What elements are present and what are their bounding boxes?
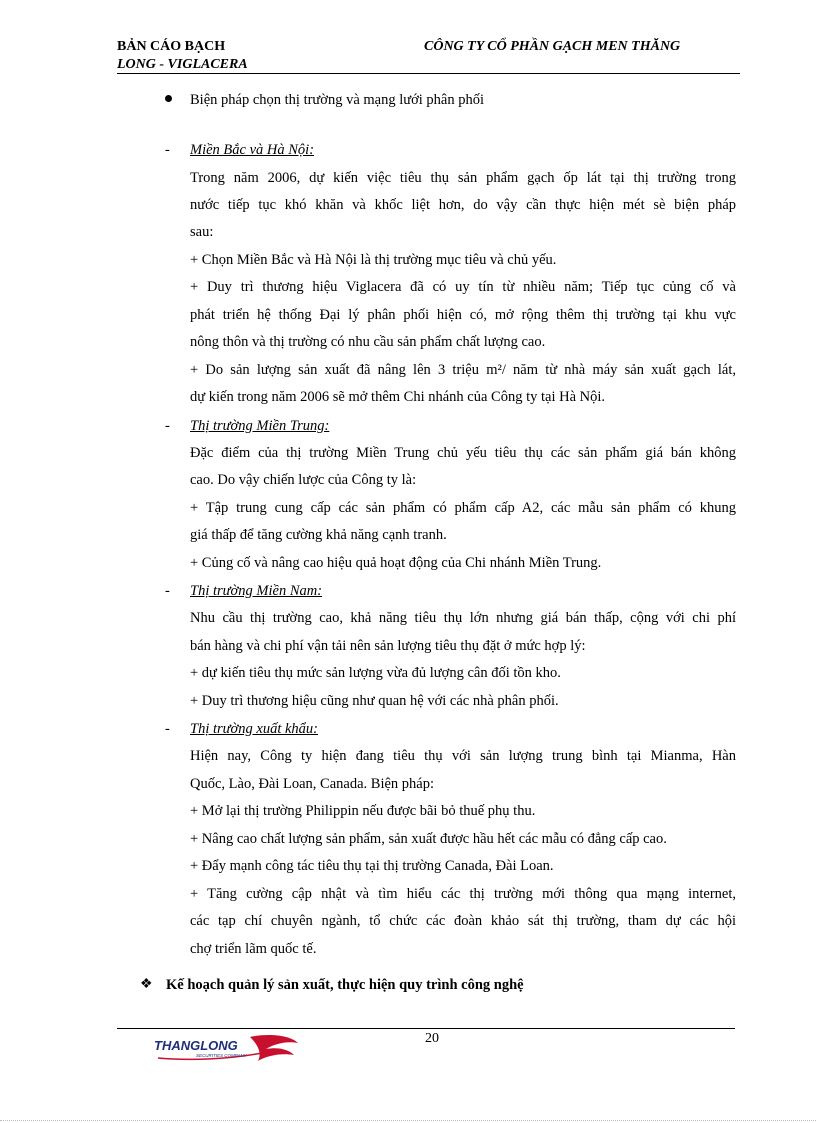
header-left-line1: BẢN CÁO BẠCH	[117, 39, 226, 54]
final-heading: Kế hoạch quản lý sản xuất, thực hiện quy trình công nghệ	[166, 977, 524, 993]
central-line: + Củng cố và nâng cao hiệu quả hoạt động của Chi nhánh Miền Trung.	[190, 555, 602, 571]
north-line: sau:	[190, 224, 214, 240]
export-line: Quốc, Lào, Đài Loan, Canada. Biện pháp:	[190, 776, 435, 792]
north-line: phát triển hệ thống Đại lý phân phối hiện có, mở rộng thêm thị trường tại khu vực	[190, 307, 736, 323]
header-right: CÔNG TY CỔ PHẦN GẠCH MEN THĂNG	[424, 39, 681, 54]
export-line: + Nâng cao chất lượng sản phẩm, sản xuất được hầu hết các mẫu có đẳng cấp cao.	[190, 831, 667, 847]
heading-central: Thị trường Miền Trung:	[190, 418, 330, 434]
export-line: các tạp chí chuyên ngành, tổ chức các đoàn khảo sát thị trường, tham dự các hội	[190, 913, 736, 929]
north-line: + Chọn Miền Bắc và Hà Nội là thị trường mục tiêu và chủ yếu.	[190, 252, 557, 268]
heading-north: Miền Bắc và Hà Nội:	[190, 142, 315, 158]
north-line: + Do sản lượng sản xuất đã nâng lên 3 triệu m²/ năm từ nhà máy sản xuất gạch lát,	[190, 362, 736, 378]
dash-export: -	[165, 721, 170, 737]
thanglong-logo	[150, 1033, 300, 1065]
diamond-bullet-icon: ❖	[140, 977, 153, 992]
export-line: + Tăng cường cập nhật và tìm hiểu các thị trường mới thông qua mạng internet,	[190, 886, 736, 902]
north-line: nông thôn và thị trường có nhu cầu sản phẩm chất lượng cao.	[190, 334, 546, 350]
bullet-icon	[165, 95, 172, 102]
south-line: bán hàng và chi phí vận tải nên sản lượng tiêu thụ đặt ở mức hợp lý:	[190, 638, 586, 654]
heading-export: Thị trường xuất khẩu:	[190, 721, 319, 737]
north-line: dự kiến trong năm 2006 sẽ mở thêm Chi nhánh của Công ty tại Hà Nội.	[190, 389, 606, 405]
logo-text: THANGLONG	[154, 1038, 238, 1053]
export-line: Hiện nay, Công ty hiện đang tiêu thụ với sản lượng trung bình tại Mianma, Hàn	[190, 748, 736, 764]
export-line: + Mở lại thị trường Philippin nếu được bãi bỏ thuế phụ thu.	[190, 803, 536, 819]
south-line: Nhu cầu thị trường cao, khả năng tiêu thụ lớn nhưng giá bán thấp, cộng với chi phí	[190, 610, 736, 626]
header-left	[117, 38, 248, 74]
header-divider	[117, 73, 740, 74]
north-line: nước tiếp tục khó khăn và khốc liệt hơn, do vậy cần thực hiện mét sè biện pháp	[190, 197, 736, 213]
bullet-title: Biện pháp chọn thị trường và mạng lưới phân phối	[190, 92, 485, 108]
dash-south: -	[165, 583, 170, 599]
central-line: Đặc điểm của thị trường Miền Trung chủ yếu tiêu thụ các sản phẩm giá bán không	[190, 445, 736, 461]
page-bottom-edge	[0, 1120, 816, 1121]
central-line: cao. Do vậy chiến lược của Công ty là:	[190, 472, 417, 488]
logo-subtext: SECURITIES COMPANY	[196, 1053, 247, 1058]
dash-north: -	[165, 142, 170, 158]
footer-divider	[117, 1028, 735, 1029]
export-line: + Đẩy mạnh công tác tiêu thụ tại thị trường Canada, Đài Loan.	[190, 858, 554, 874]
dash-central: -	[165, 418, 170, 434]
south-line: + Duy trì thương hiệu cũng như quan hệ với các nhà phân phối.	[190, 693, 559, 709]
dragon-swoosh-icon	[250, 1035, 298, 1061]
export-line: chợ triển lãm quốc tế.	[190, 941, 317, 957]
page-number: 20	[425, 1031, 439, 1046]
header-left-line2: LONG - VIGLACERA	[117, 57, 248, 72]
central-line: giá thấp để tăng cường khả năng cạnh tranh.	[190, 527, 447, 543]
north-line: Trong năm 2006, dự kiến việc tiêu thụ sản phẩm gạch ốp lát tại thị trường trong	[190, 170, 736, 186]
south-line: + dự kiến tiêu thụ mức sản lượng vừa đủ lượng cân đối tồn kho.	[190, 665, 561, 681]
central-line: + Tập trung cung cấp các sản phẩm có phẩm cấp A2, các mẫu sản phẩm có khung	[190, 500, 736, 516]
north-line: + Duy trì thương hiệu Viglacera đã có uy tín từ nhiều năm; Tiếp tục củng cố và	[190, 279, 736, 295]
heading-south: Thị trường Miền Nam:	[190, 583, 323, 599]
